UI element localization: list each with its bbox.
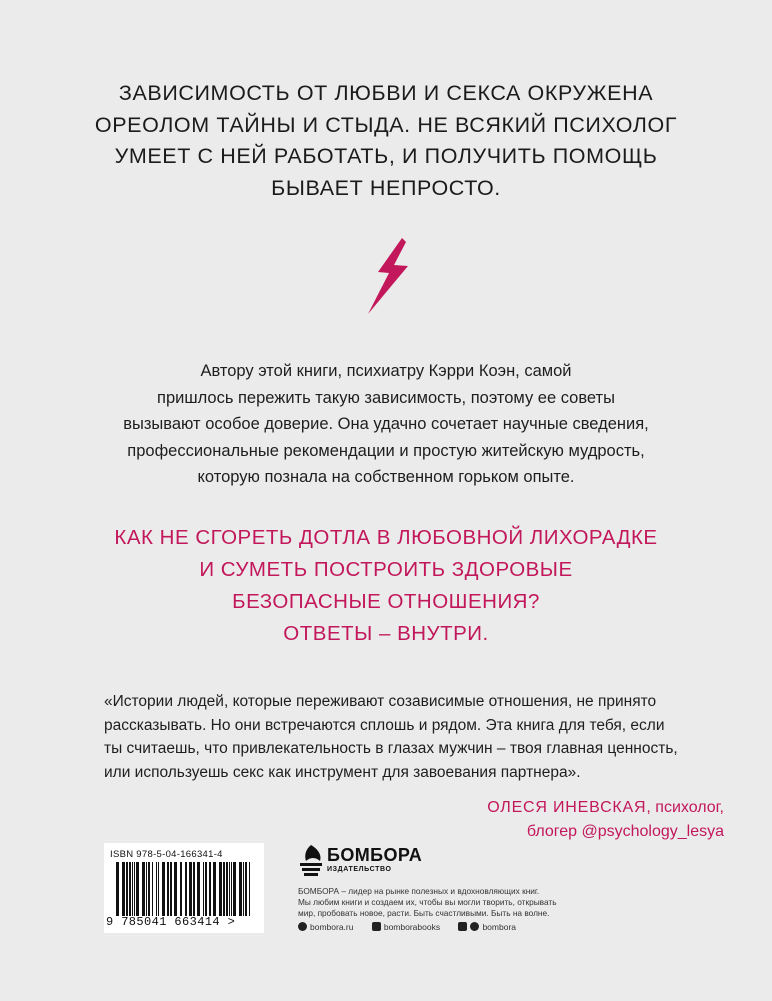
barcode-bar <box>174 862 177 916</box>
barcode-bar <box>132 862 133 916</box>
barcode-bar <box>122 862 125 916</box>
globe-icon <box>298 922 307 931</box>
barcode-bar <box>203 862 204 916</box>
headline-line: ОРЕОЛОМ ТАЙНЫ И СТЫДА. НЕ ВСЯКИЙ ПСИХОЛОГ <box>94 112 678 137</box>
barcode-bar <box>205 862 207 916</box>
lightning-bolt-icon <box>368 238 408 314</box>
barcode-bar <box>126 862 128 916</box>
author-blog: блогер @psychology_lesya <box>526 823 724 840</box>
barcode-bar <box>231 862 232 916</box>
publisher-description-line: Мы любим книги и создаем их, чтобы вы могли творить, открывать <box>298 897 557 907</box>
barcode-bar <box>180 862 182 916</box>
barcode-bar <box>233 862 236 916</box>
headline <box>0 78 772 204</box>
telegram-icon <box>470 922 479 931</box>
barcode-bar <box>162 862 165 916</box>
barcode-bar <box>170 862 172 916</box>
intro-line: Автору этой книги, психиатру Кэрри Коэн, самой <box>200 362 572 380</box>
publisher-name: БОМБОРА <box>327 845 423 865</box>
social-link-vk[interactable] <box>372 922 440 932</box>
barcode-bar <box>219 862 222 916</box>
barcode-bar <box>146 862 147 916</box>
callout-line: И СУМЕТЬ ПОСТРОИТЬ ЗДОРОВЫЕ <box>199 558 573 581</box>
barcode-bar <box>249 862 250 916</box>
headline-line: ЗАВИСИМОСТЬ ОТ ЛЮБВИ И СЕКСА ОКРУЖЕНА <box>118 81 654 105</box>
intro-line: вызывают особое доверие. Она удачно сочетает научные сведения, <box>123 415 649 433</box>
barcode-bar <box>185 862 187 916</box>
barcode-bar <box>239 862 242 916</box>
barcode-bar <box>189 862 192 916</box>
headline-line: УМЕЕТ С НЕЙ РАБОТАТЬ, И ПОЛУЧИТЬ ПОМОЩЬ <box>114 144 658 168</box>
barcode-bar <box>142 862 145 916</box>
callout-line: БЕЗОПАСНЫЕ ОТНОШЕНИЯ? <box>232 590 540 613</box>
author-name: ОЛЕСЯ ИНЕВСКАЯ <box>487 799 647 816</box>
headline-line: БЫВАЕТ НЕПРОСТО. <box>271 175 501 200</box>
social-link-site[interactable] <box>298 922 353 932</box>
testimonial-quote <box>104 690 724 784</box>
barcode-digits: 9 785041 663414 > <box>106 915 236 929</box>
publisher-subtitle: ИЗДАТЕЛЬСТВО <box>327 866 392 873</box>
barcode-bar <box>243 862 244 916</box>
barcode-bar <box>213 862 216 916</box>
barcode-bar <box>223 862 225 916</box>
barcode-bar <box>209 862 211 916</box>
intro-paragraph <box>0 358 772 491</box>
barcode-bar <box>152 862 153 916</box>
barcode-bar <box>197 862 200 916</box>
barcode-bar <box>129 862 131 916</box>
quote-line: рассказывать. Но они встречаются сплошь и рядом. Эта книга для тебя, если <box>104 716 665 734</box>
barcode-bar <box>245 862 247 916</box>
social-label: bombora.ru <box>310 922 354 932</box>
quote-line: или используешь секс как инструмент для завоевания партнера». <box>104 763 581 781</box>
barcode-bar <box>167 862 169 916</box>
barcode-bar <box>148 862 150 916</box>
publisher-description <box>298 886 598 919</box>
callout-line: КАК НЕ СГОРЕТЬ ДОТЛА В ЛЮБОВНОЙ ЛИХОРАДКЕ <box>114 526 658 549</box>
quote-attribution <box>487 796 724 844</box>
social-link-telegram[interactable] <box>458 922 516 932</box>
barcode-bar <box>229 862 230 916</box>
vk-icon <box>372 922 381 931</box>
barcode-bar <box>226 862 228 916</box>
social-label: bomborabooks <box>383 922 441 932</box>
publisher-description-line: БОМБОРА – лидер на рынке полезных и вдохновляющих книг. <box>298 886 540 896</box>
barcode-bar <box>193 862 195 916</box>
barcode-bar <box>136 862 139 916</box>
publisher-description-line: мир, пробовать новое, расти. Быть счастливыми. Быть на волне. <box>298 908 550 918</box>
barcode-icon <box>114 862 254 916</box>
quote-line: ты считаешь, что привлекательность в глазах мужчин – твоя главная ценность, <box>104 740 678 757</box>
barcode-bar <box>116 862 119 916</box>
intro-line: профессиональные рекомендации и простую житейскую мудрость, <box>127 441 645 460</box>
intro-line: пришлось пережить такую зависимость, поэтому ее советы <box>157 388 615 407</box>
bombora-wave-icon <box>298 843 324 877</box>
intro-line: которую познала на собственном горьком опыте. <box>197 468 575 486</box>
barcode-bar <box>158 862 159 916</box>
publisher-logo <box>294 840 454 880</box>
social-label: bombora <box>482 922 517 932</box>
quote-line: «Истории людей, которые переживают созависимые отношения, не принято <box>104 693 657 710</box>
callout <box>0 522 772 650</box>
callout-line: ОТВЕТЫ – ВНУТРИ. <box>283 622 489 645</box>
barcode-bar <box>134 862 135 916</box>
author-role: , психолог, <box>646 799 724 816</box>
isbn-text: ISBN 978-5-04-166341-4 <box>110 849 223 860</box>
barcode-block <box>104 843 264 933</box>
publisher-socials <box>298 922 532 932</box>
barcode-bar <box>156 862 157 916</box>
vk-icon <box>458 922 467 931</box>
